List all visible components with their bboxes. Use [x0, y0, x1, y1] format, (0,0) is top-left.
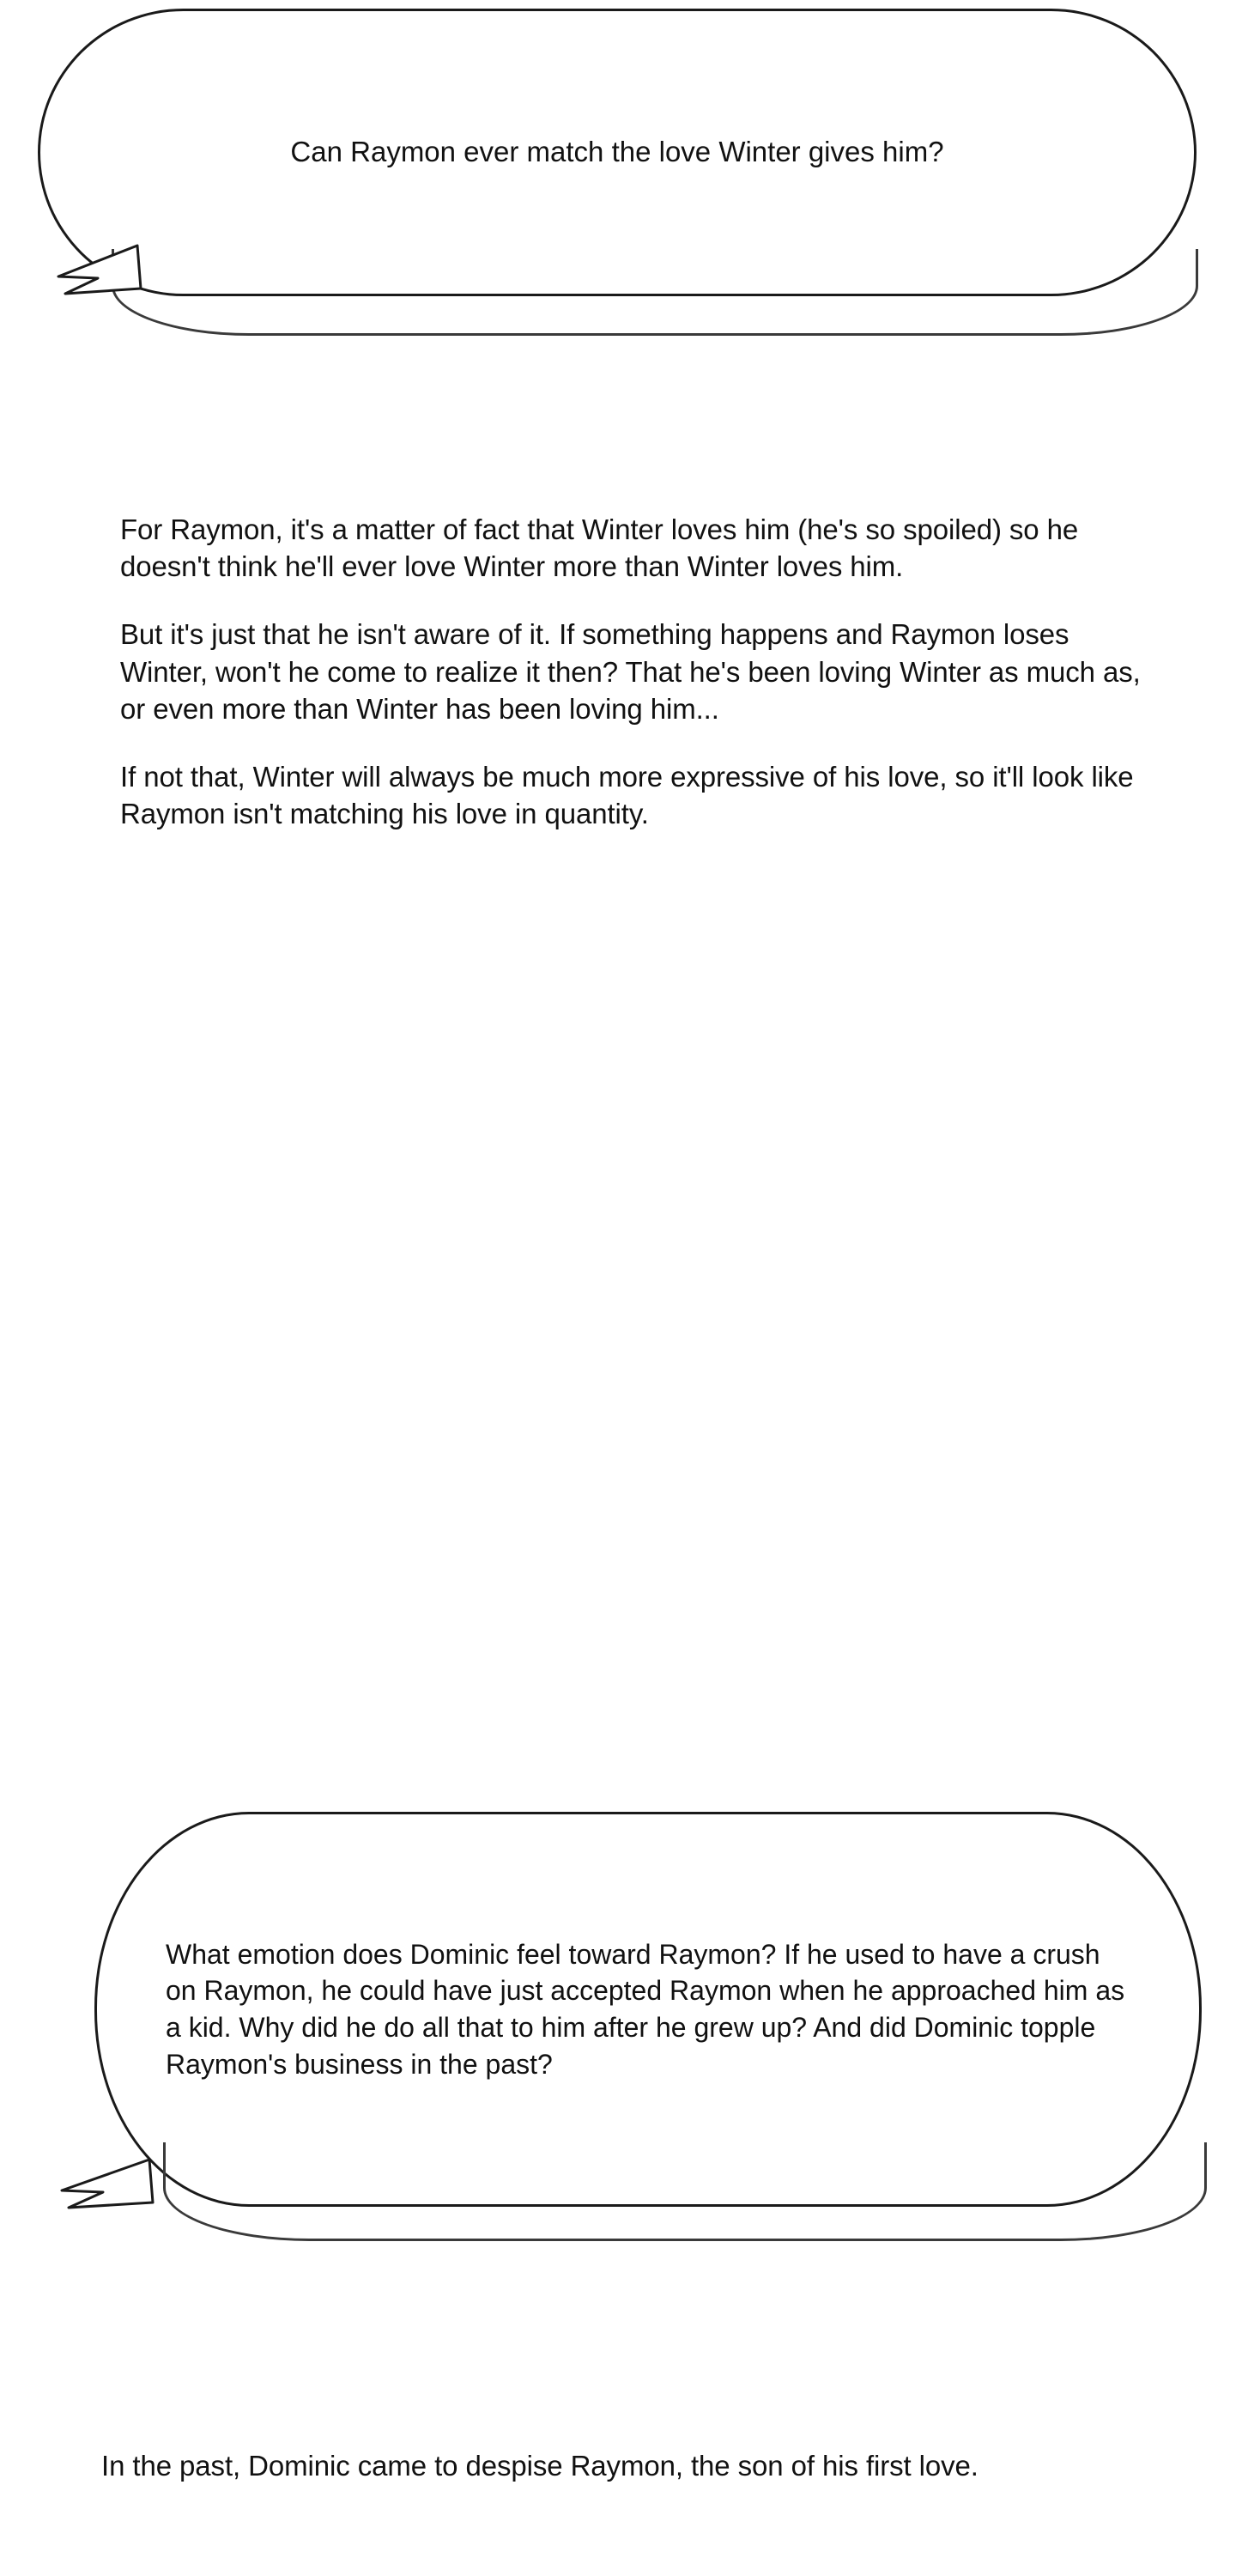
narration-paragraph: If not that, Winter will always be much more expressive of his love, so it'll look like Raymon isn't matching his love in quantity. [120, 761, 1134, 830]
question-bubble-1 [38, 9, 1197, 296]
narration-block-2 [101, 2447, 1148, 2484]
question-bubble-2-text: What emotion does Dominic feel toward Raymon? If he used to have a crush on Raymon, he could have just accepted Raymon when he approached him as a kid. Why did he do all that to him after he grew up? And did Dominic topple Raymon's business in the past? [166, 1938, 1125, 2080]
question-bubble-1-tail-icon [52, 239, 146, 307]
narration-paragraph: But it's just that he isn't aware of it. If something happens and Raymon loses Winter, won't he come to realize it then? That he's been loving Winter as much as, or even more than Winter has been loving him... [120, 618, 1141, 725]
narration-block-1 [120, 511, 1142, 833]
narration-paragraph: For Raymon, it's a matter of fact that Winter loves him (he's so spoiled) so he doesn't think he'll ever love Winter more than Winter loves him. [120, 513, 1079, 583]
question-bubble-2 [94, 1812, 1202, 2207]
question-bubble-2-tail-icon [53, 2151, 156, 2220]
narration-paragraph: In the past, Dominic came to despise Raymon, the son of his first love. [101, 2450, 978, 2482]
question-bubble-1-text: Can Raymon ever match the love Winter gives him? [290, 136, 944, 168]
